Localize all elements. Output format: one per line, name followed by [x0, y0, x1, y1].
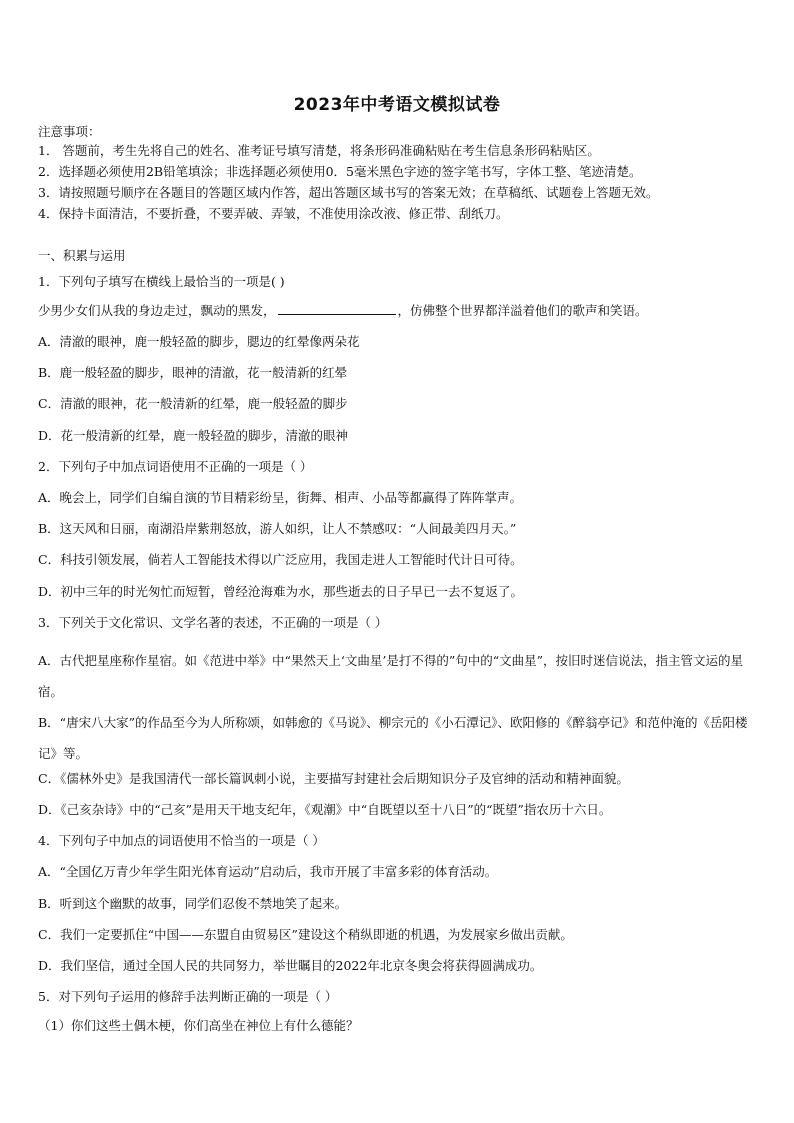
notice-item: 1． 答题前，考生先将自己的姓名、准考证号填写清楚，将条形码准确粘贴在考生信息条形码粘贴区。: [38, 143, 600, 158]
option: A．晚会上，同学们自编自演的节目精彩纷呈，街舞、相声、小品等都赢得了阵阵掌声。: [38, 490, 523, 505]
option: C．《儒林外史》是我国清代一部长篇讽刺小说，主要描写封建社会后期知识分子及官绅的活动和精神面貌。: [38, 771, 629, 786]
sub-item: （1）你们这些土偶木梗，你们高坐在神位上有什么德能？: [38, 1018, 359, 1033]
option: D．花一般清新的红晕，鹿一般轻盈的脚步，清澈的眼神: [38, 428, 349, 443]
sentence-before: 少男少女们从我的身边走过，飘动的黑发，: [38, 303, 276, 318]
page-title: 2023年中考语文模拟试卷: [293, 95, 501, 115]
notice-heading: 注意事项：: [38, 124, 101, 139]
option: C．科技引领发展，倘若人工智能技术得以广泛应用，我国走进人工智能时代计日可待。: [38, 552, 523, 567]
option: A．古代把星座称作星宿。如《范进中举》中“果然天上‘文曲星’是打不得的”句中的“文曲星”，按旧时迷信说法，指主管文运的星宿。: [38, 653, 744, 699]
fill-blank[interactable]: [278, 303, 396, 315]
question-stem: 5．对下列句子运用的修辞手法判断正确的一项是（ ）: [38, 989, 338, 1004]
option: D．我们坚信，通过全国人民的共同努力，举世瞩目的2022年北京冬奥会将获得圆满成功。: [38, 958, 543, 973]
section-heading: 一、积累与运用: [38, 248, 126, 263]
question-stem: 1．下列句子填写在横线上最恰当的一项是( ): [38, 274, 285, 289]
notice-item: 4．保持卡面清洁，不要折叠，不要弄破、弄皱，不准使用涂改液、修正带、刮纸刀。: [38, 206, 509, 221]
option: C．清澈的眼神，花一般清新的红晕，鹿一般轻盈的脚步: [38, 396, 348, 411]
option: A．“全国亿万青少年学生阳光体育运动”启动后，我市开展了丰富多彩的体育活动。: [38, 864, 498, 879]
question-stem: 4．下列句子中加点的词语使用不恰当的一项是（ ）: [38, 833, 325, 848]
option: D．《己亥杂诗》中的“己亥”是用天干地支纪年，《观潮》中“自既望以至十八日”的“既望”指农历十六日。: [38, 802, 612, 817]
option: B．鹿一般轻盈的脚步，眼神的清澈，花一般清新的红晕: [38, 365, 348, 380]
sentence-after: ，仿佛整个世界都洋溢着他们的歌声和笑语。: [397, 303, 648, 318]
question-stem: 3．下列关于文化常识、文学名著的表述，不正确的一项是（ ）: [38, 615, 388, 630]
option: A．清澈的眼神，鹿一般轻盈的脚步，腮边的红晕像两朵花: [38, 334, 360, 349]
option: B．这天风和日丽，南湖沿岸紫荆怒放，游人如织，让人不禁感叹：“人间最美四月天。”: [38, 521, 517, 536]
option: B．听到这个幽默的故事，同学们忍俊不禁地笑了起来。: [38, 896, 348, 911]
question-stem: 2．下列句子中加点词语使用不正确的一项是（ ）: [38, 459, 313, 474]
option: B．“唐宋八大家”的作品至今为人所称颂，如韩愈的《马说》、柳宗元的《小石潭记》、欧阳修的《醉翁亭记》和范仲淹的《岳阳楼记》等。: [38, 715, 748, 761]
question-sentence: [38, 303, 763, 319]
notice-item: 3．请按照题号顺序在各题目的答题区域内作答，超出答题区域书写的答案无效；在草稿纸、试题卷上答题无效。: [38, 185, 659, 200]
option: D．初中三年的时光匆忙而短暂，曾经沧海难为水，那些逝去的日子早已一去不复返了。: [38, 584, 524, 599]
option: C．我们一定要抓住“中国——东盟自由贸易区”建设这个稍纵即逝的机遇，为发展家乡做出贡献。: [38, 927, 573, 942]
notice-item: 2．选择题必须使用2B铅笔填涂；非选择题必须使用0．5毫米黑色字迹的签字笔书写，字体工整、笔迹清楚。: [38, 164, 642, 179]
